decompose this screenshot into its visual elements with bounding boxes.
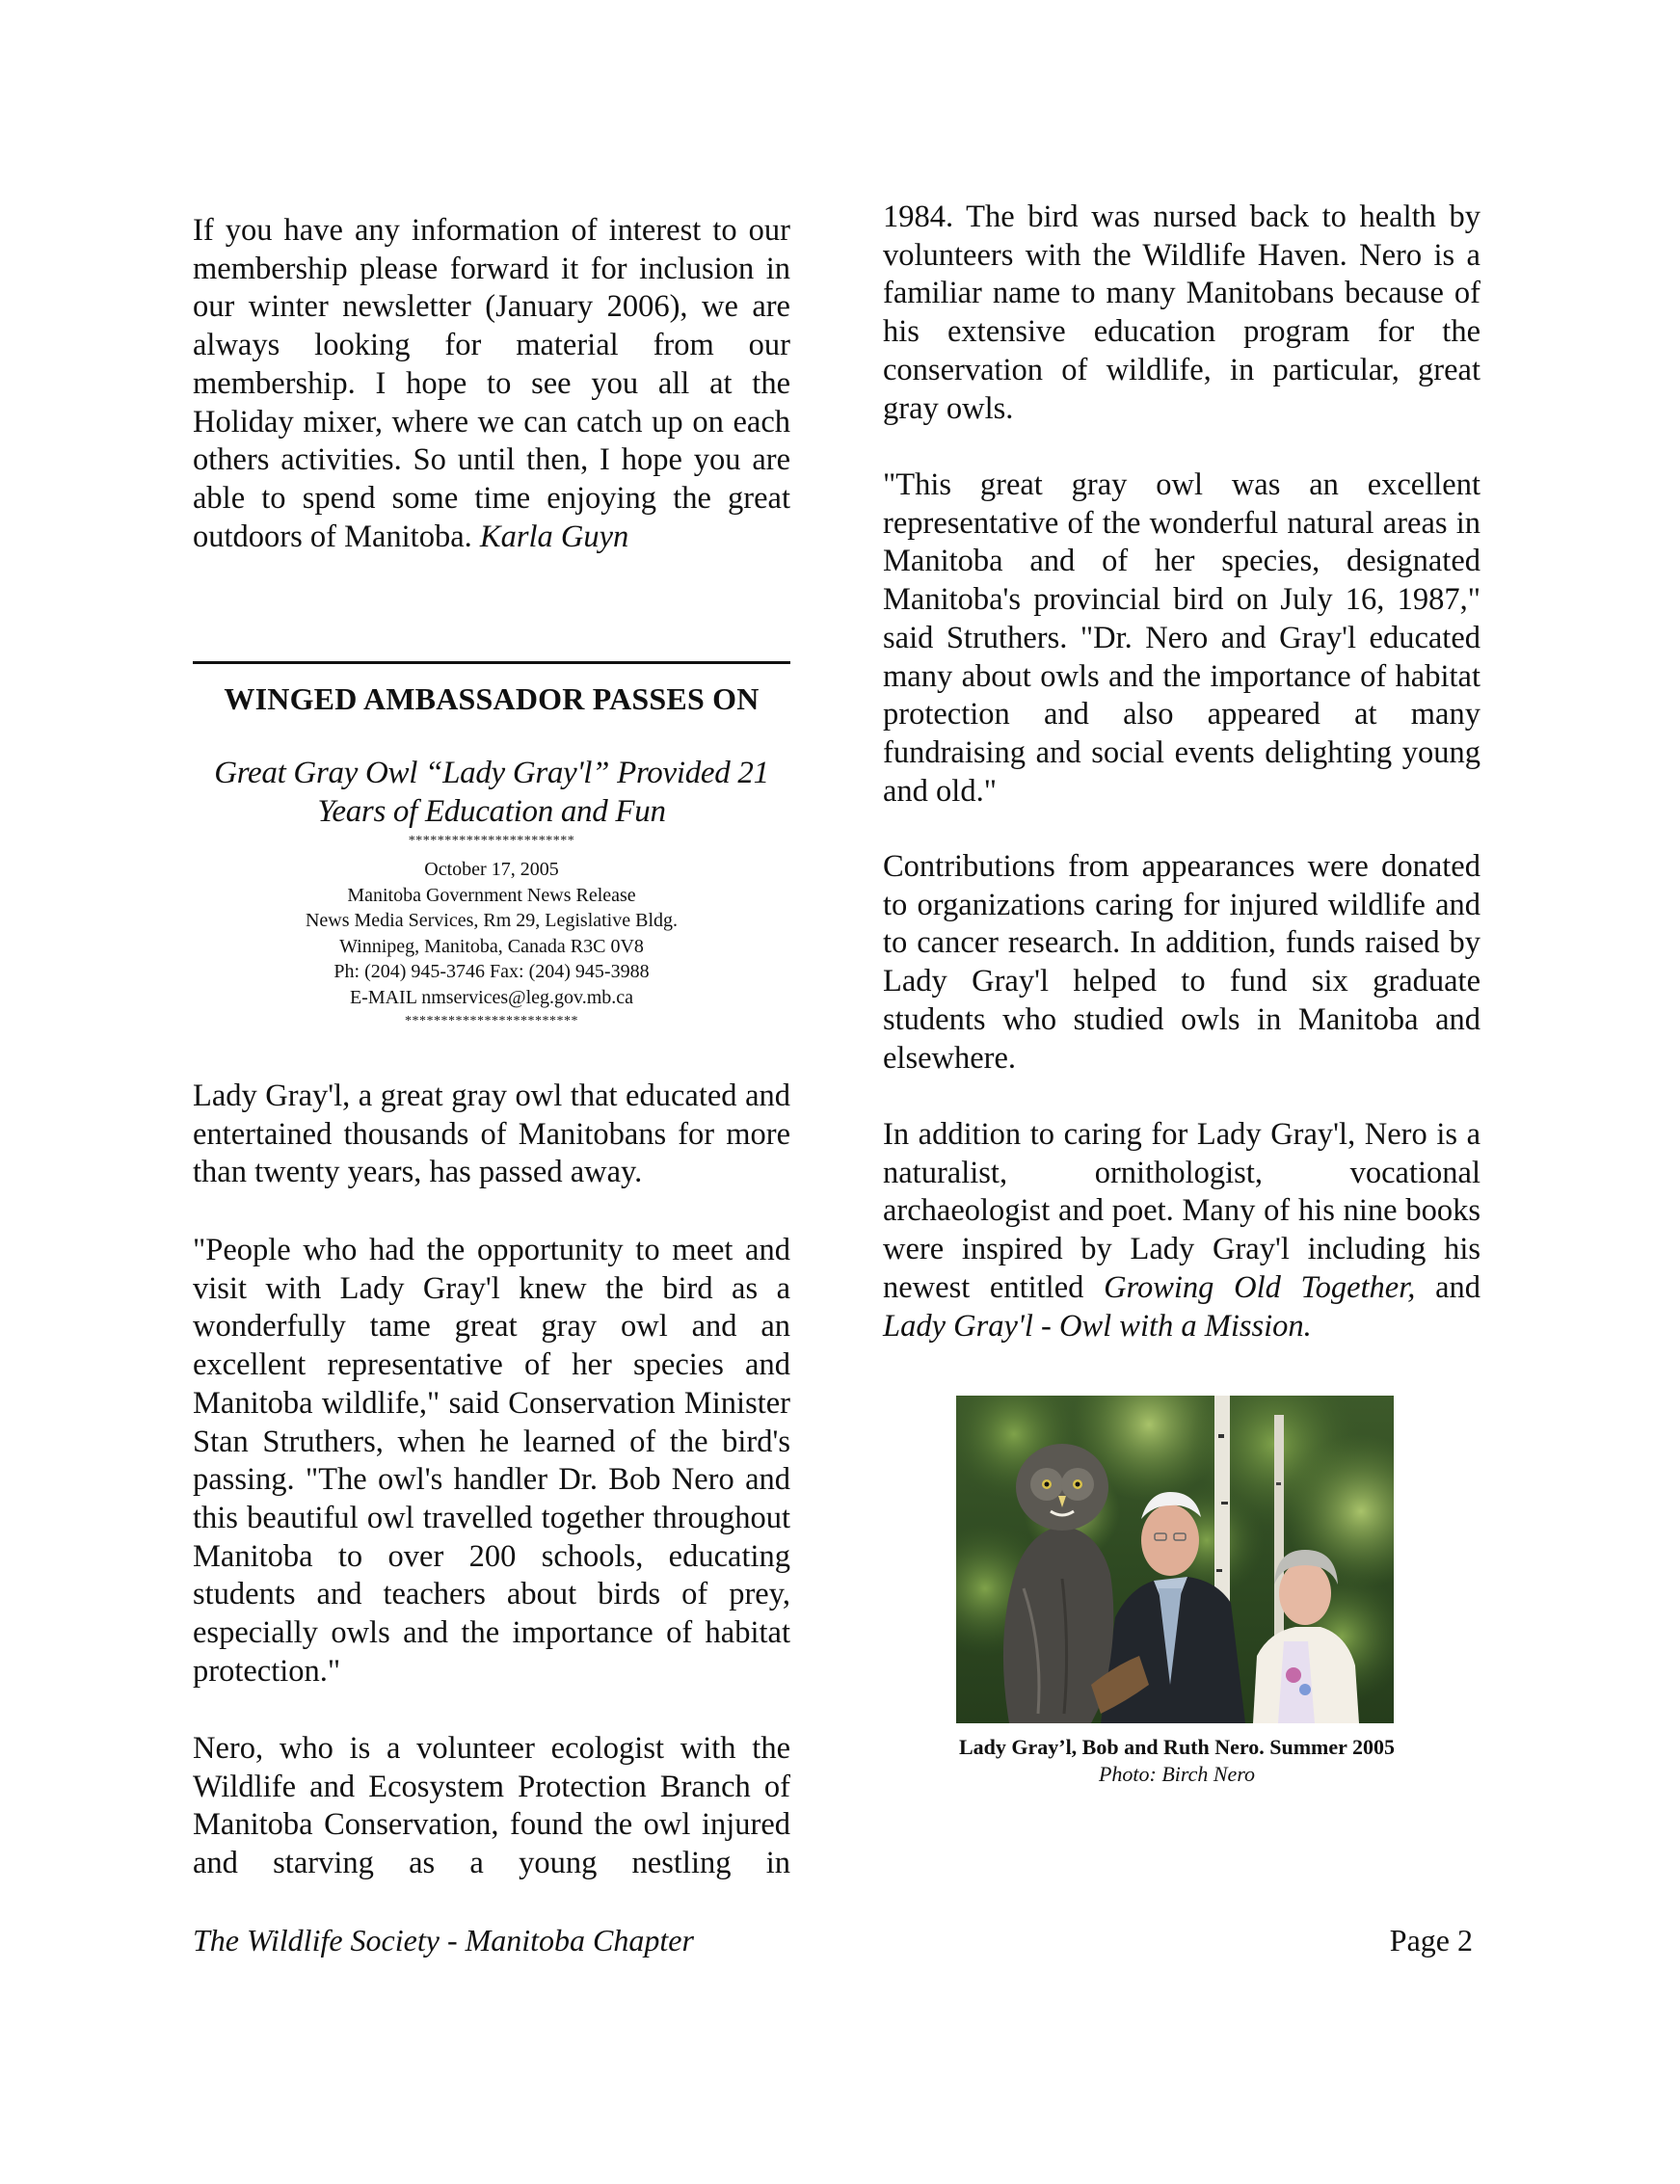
stars-separator-bottom: ************************	[405, 1014, 578, 1028]
release-source: Manitoba Government News Release	[347, 884, 636, 906]
para4-and: and	[1415, 1269, 1480, 1305]
right-paragraph-2: "This great gray owl was an excellent representative of the wonderful natural areas in Manitoba and of her species, designated Manitoba's provincial bird on July 16, 1987," said Struthers. "Dr. Nero and Gray'l educated many about owls and the importance of habitat protection and also appeared at many fundraising and social events delighting young and old."	[883, 467, 1480, 809]
book-title-lady-grayl: Lady Gray'l - Owl with a Mission.	[883, 1308, 1312, 1344]
release-phone: Ph: (204) 945-3746 Fax: (204) 945-3988	[333, 961, 650, 982]
article-paragraph-3: Nero, who is a volunteer ecologist with the Wildlife and Ecosystem Protection Branch of Manitoba Conservation, found the owl injured and starving as a young nestling in	[193, 1731, 790, 1881]
footer-publication: The Wildlife Society - Manitoba Chapter	[193, 1923, 694, 1958]
article-subheadline-line1: Great Gray Owl “Lady Gray'l” Provided 21	[214, 756, 769, 790]
owl-photo	[956, 1396, 1394, 1723]
right-paragraph-3: Contributions from appearances were donated to organizations caring for injured wildlife and to cancer research. In addition, funds raised by Lady Gray'l helped to fund six graduate students who studied owls in Manitoba and elsewhere.	[883, 849, 1480, 1076]
right-paragraph-1: 1984. The bird was nursed back to health by volunteers with the Wildlife Haven. Nero is a familiar name to many Manitobans because of his extensive education program for the conservation of wildlife, in particular, great gray owls.	[883, 200, 1480, 426]
stars-separator-top: ***********************	[408, 834, 575, 848]
article-headline: WINGED AMBASSADOR PASSES ON	[224, 681, 760, 716]
press-release-block	[193, 857, 790, 1010]
book-title-growing-old: Growing Old Together,	[1104, 1269, 1416, 1305]
footer-page-number: Page 2	[1389, 1923, 1473, 1958]
article-subheadline-line2: Years of Education and Fun	[317, 794, 666, 829]
photo-credit: Photo: Birch Nero	[1098, 1762, 1256, 1786]
release-city: Winnipeg, Manitoba, Canada R3C 0V8	[339, 935, 644, 957]
right-paragraph-4	[883, 1116, 1480, 1345]
section-divider	[193, 661, 790, 664]
release-office: News Media Services, Rm 29, Legislative Bldg.	[305, 910, 679, 931]
intro-paragraph	[193, 212, 790, 556]
signature: Karla Guyn	[479, 519, 629, 554]
article-paragraph-2: "People who had the opportunity to meet and visit with Lady Gray'l knew the bird as a wonderfully tame great gray owl and an excellent representative of her species and Manitoba wildlife," said Conservation Minister Stan Struthers, when he learned of the bird's passing. "The owl's handler Dr. Bob Nero and this beautiful owl travelled together throughout Manitoba to over 200 schools, educating students and teachers about birds of prey, especially owls and the importance of habitat protection."	[193, 1233, 790, 1689]
para4-intro: In addition to caring for Lady Gray'l, Nero is a naturalist, ornithologist, vocational archaeologist and poet. Many of his nine books were inspired by Lady Gray'l including his newest entitled	[883, 1117, 1480, 1305]
article-paragraph-1: Lady Gray'l, a great gray owl that educated and entertained thousands of Manitobans for more than twenty years, has passed away.	[193, 1079, 790, 1190]
release-email: E-MAIL nmservices@leg.gov.mb.ca	[349, 986, 634, 1008]
photo-caption: Lady Gray’l, Bob and Ruth Nero. Summer 2005	[958, 1735, 1396, 1759]
release-date: October 17, 2005	[424, 859, 559, 880]
intro-text: If you have any information of interest to our membership please forward it for inclusion in our winter newsletter (January 2006), we are always looking for material from our membership. I hope to see you all at the Holiday mixer, where we can catch up on each others activities. So until then, I hope you are able to spend some time enjoying the great outdoors of Manitoba.	[193, 213, 790, 554]
